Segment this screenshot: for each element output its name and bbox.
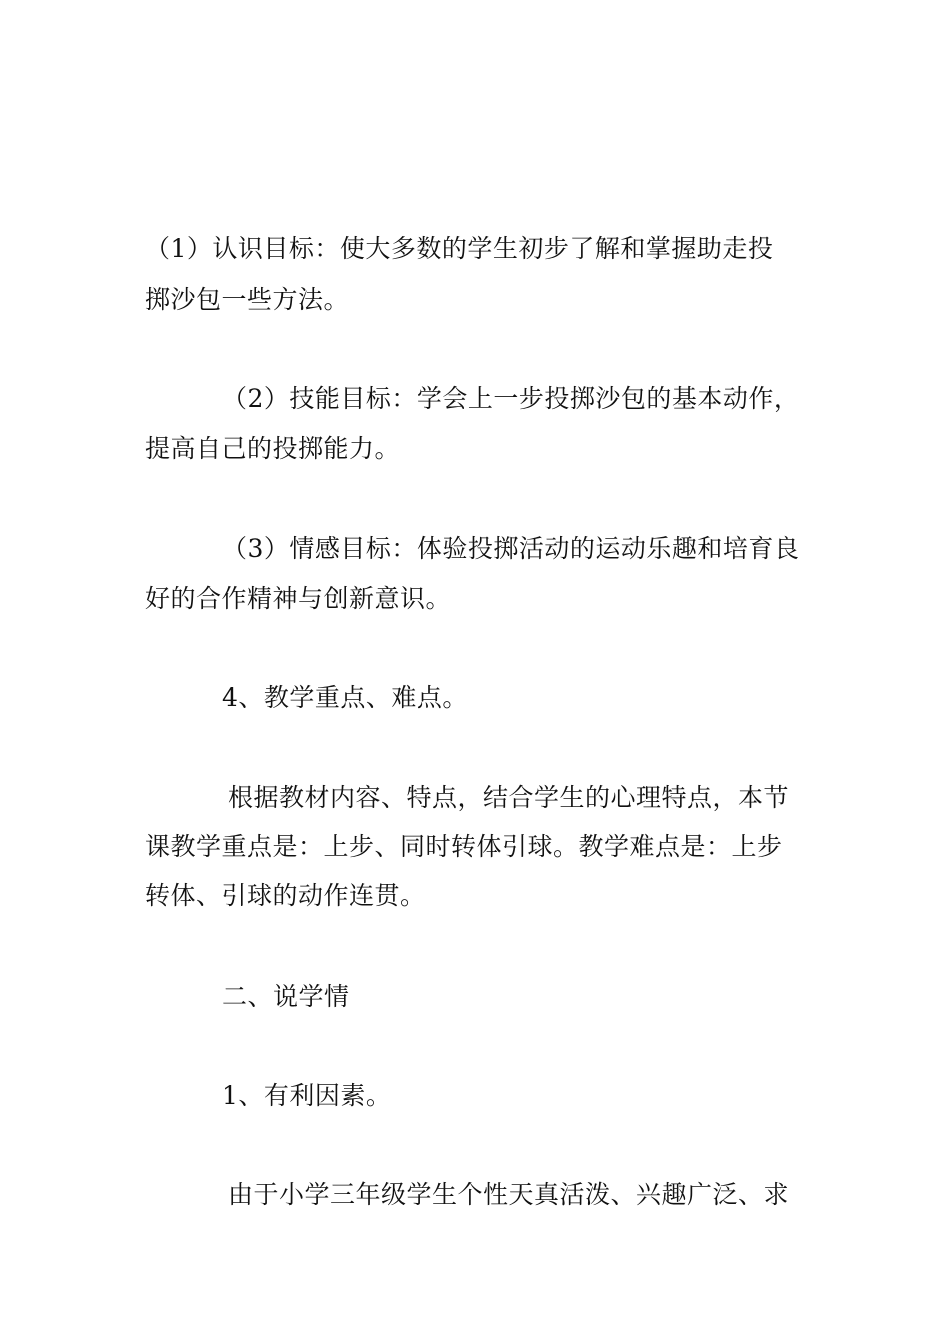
paragraph-favorable-factors-line-1: 由于小学三年级学生个性天真活泼、兴趣广泛、求 xyxy=(228,1180,790,1209)
paragraph-key-points-line-1: 根据教材内容、特点，结合学生的心理特点，本节 xyxy=(228,783,790,812)
paragraph-skill-goal-line-1: （2）技能目标：学会上一步投掷沙包的基本动作， xyxy=(222,384,800,413)
paragraph-skill-goal-line-2: 提高自己的投掷能力。 xyxy=(145,434,401,463)
paragraph-emotion-goal-line-1: （3）情感目标：体验投掷活动的运动乐趣和培育良 xyxy=(222,534,800,563)
heading-key-points: 4、教学重点、难点。 xyxy=(222,683,468,712)
paragraph-cognitive-goal-line-1: （1）认识目标：使大多数的学生初步了解和掌握助走投 xyxy=(145,234,774,263)
heading-favorable-factors: 1、有利因素。 xyxy=(222,1081,392,1110)
paragraph-key-points-line-3: 转体、引球的动作连贯。 xyxy=(145,881,426,910)
heading-student-analysis: 二、说学情 xyxy=(222,982,350,1011)
paragraph-key-points-line-2: 课教学重点是：上步、同时转体引球。教学难点是：上步 xyxy=(145,832,783,861)
paragraph-emotion-goal-line-2: 好的合作精神与创新意识。 xyxy=(145,584,452,613)
paragraph-cognitive-goal-line-2: 掷沙包一些方法。 xyxy=(145,285,350,314)
